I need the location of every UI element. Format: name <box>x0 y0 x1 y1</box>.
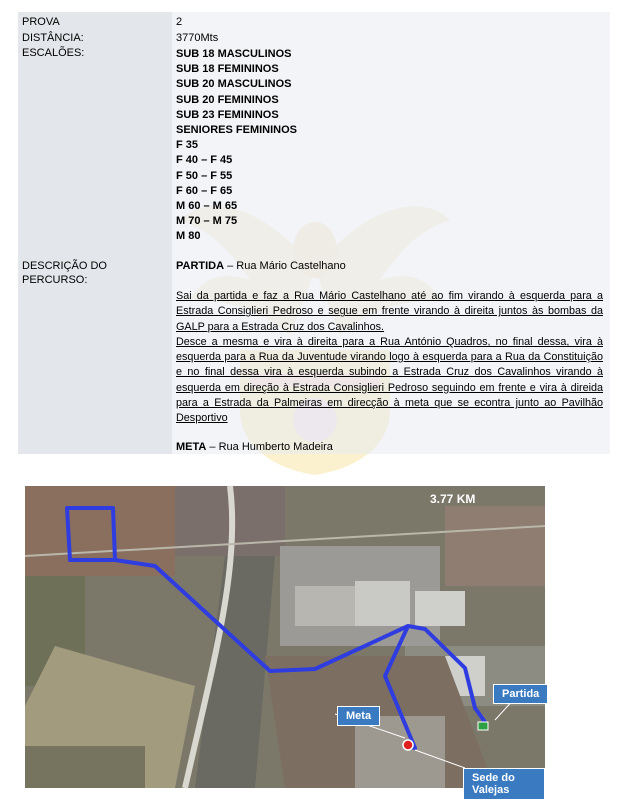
route-description <box>176 289 603 427</box>
escalao-item: SUB 18 MASCULINOS <box>176 48 292 60</box>
escalao-item: SUB 18 FEMININOS <box>176 63 279 76</box>
meta-line <box>176 440 333 454</box>
values-column <box>172 12 610 454</box>
escalao-item: SUB 20 FEMININOS <box>176 93 279 106</box>
partida-text: – Rua Mário Castelhano <box>224 260 346 272</box>
escalao-item: SENIORES FEMININOS <box>176 124 298 137</box>
meta-text: – Rua Humberto Madeira <box>206 441 333 453</box>
meta-label: META <box>176 441 207 453</box>
escalao-item: M 80 <box>176 230 201 243</box>
value-prova: 2 <box>176 16 183 28</box>
escalao-item: M 70 – M 75 <box>176 215 238 228</box>
route-map <box>25 486 545 796</box>
start-marker-icon <box>478 722 488 730</box>
escalao-item: SUB 20 MASCULINOS <box>176 78 292 91</box>
label-descricao: DESCRIÇÃO DO PERCURSO: <box>22 260 107 286</box>
map-distance: 3.77 KM <box>430 492 476 506</box>
escalao-item: F 50 – F 55 <box>176 169 233 182</box>
label-prova: PROVA <box>22 16 60 28</box>
escaloes-list <box>176 47 297 245</box>
route-paragraph: Sai da partida e faz a Rua Mário Castelhano até ao fim virando à esquerda para a Estrada Consiglieri Pedroso e segue em frente virando à direita juntos às bombas da GALP para a Estrada Cruz dos Cavalinhos. <box>176 290 603 333</box>
route-paragraph: Desce a mesma e vira à direita para a Rua António Quadros, no final dessa, vira à esquerda para a Rua da Juventude virando logo à esquerda para a Rua da Constituição e no final dessa vira à esquerda subindo a Estrada Cruz dos Cavalinhos virando à esquerda em direção à Estrada Consiglieri Pedroso seguindo em frente e vira à direida para a Estrada da Palmeiras em direcção à meta que se econtra junto ao Pavilhão Desportivo <box>176 335 603 425</box>
escalao-item: F 35 <box>176 139 199 152</box>
callout-meta: Meta <box>337 706 380 726</box>
labels-column <box>18 12 172 454</box>
value-distancia: 3770Mts <box>176 32 219 44</box>
escalao-item: M 60 – M 65 <box>176 200 238 213</box>
label-escaloes: ESCALÕES: <box>22 47 85 59</box>
partida-label: PARTIDA <box>176 260 225 272</box>
escalao-item: F 60 – F 65 <box>176 184 233 197</box>
partida-line <box>176 259 346 273</box>
map-image <box>25 486 545 788</box>
escalao-item: SUB 23 FEMININOS <box>176 108 279 121</box>
race-info-table <box>18 12 610 454</box>
label-distancia: DISTÂNCIA: <box>22 32 84 44</box>
escalao-item: F 40 – F 45 <box>176 154 233 167</box>
callout-sede: Sede do Valejas <box>463 768 545 800</box>
callout-partida: Partida <box>493 684 548 704</box>
finish-marker-icon <box>403 740 413 750</box>
